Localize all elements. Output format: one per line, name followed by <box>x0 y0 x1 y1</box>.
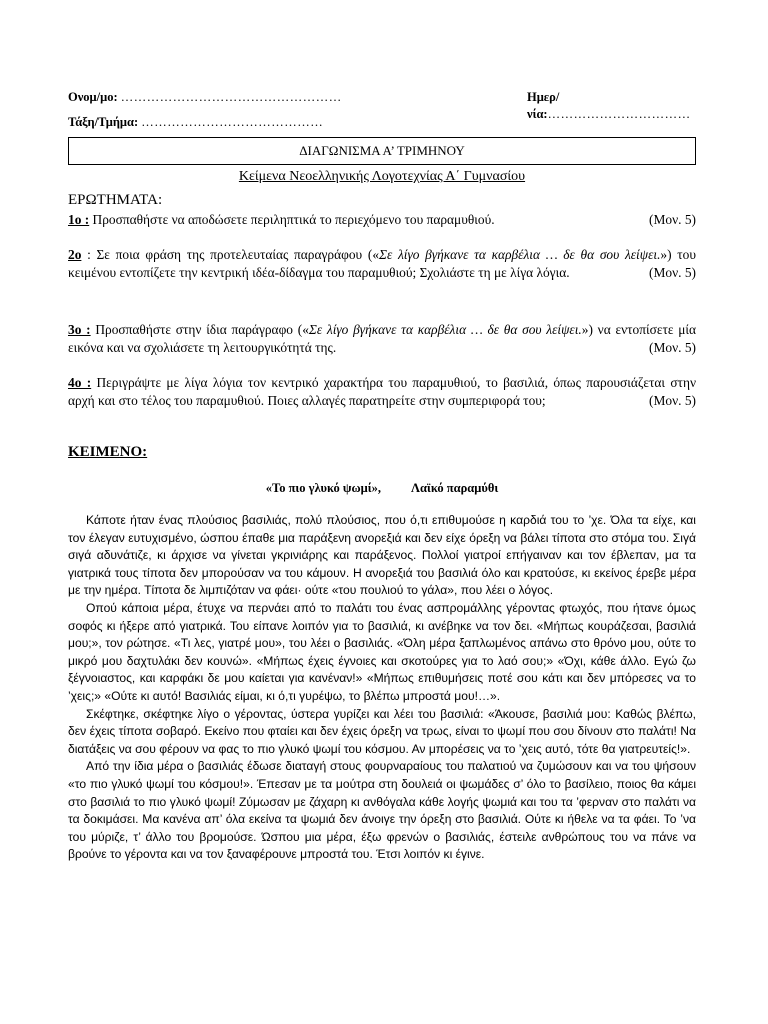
question-points: (Μον. 5) <box>649 340 696 355</box>
text-heading: ΚΕΙΜΕΝΟ: <box>68 444 148 460</box>
question-text: Προσπαθήστε να αποδώσετε περιληπτικά το περιεχόμενο του παραμυθιού. <box>89 212 495 227</box>
question-text: Προσπαθήστε στην ίδια παράγραφο (« <box>90 322 309 337</box>
story-title: «Το πιο γλυκό ψωμί», <box>265 481 382 495</box>
class-label: Τάξη/Τμήμα: <box>68 115 139 129</box>
question-number: 4ο : <box>68 375 92 390</box>
date-label: Ημερ/νία: <box>527 90 560 121</box>
question-2 <box>68 246 696 282</box>
class-field[interactable]: …………………………………… <box>141 115 324 129</box>
question-3 <box>68 321 696 357</box>
question-number: 3ο : <box>68 322 91 337</box>
story-paragraph: Σκέφτηκε, σκέφτηκε λίγο ο γέροντας, ύστερα γυρίζει και λέει του βασιλιά: «Άκουσε, βασιλιά μου: Καθώς βλέπω, δεν έχεις τίποτα σοβαρό. Εκείνο που φταίει και δεν έχεις όρεξη να τρως, είναι το ψωμί που σου δίνουν στο παλάτι! Να διατάξεις να σου φέρουν να φας το πιο γλυκό ψωμί του κόσμου. Αν μπορέσεις να το ’χεις αυτό, τότε θα γιατρευτείς!». <box>68 706 696 756</box>
question-points: (Μον. 5) <box>649 265 696 280</box>
questions-heading: ΕΡΩΤΗΜΑΤΑ: <box>68 192 163 208</box>
question-1 <box>68 211 696 229</box>
question-text: : Σε ποια φράση της προτελευταίας παραγράφου (« <box>81 247 380 262</box>
name-label: Ονομ/μο: <box>68 90 118 104</box>
question-quote: Σε λίγο βγήκανε τα καρβέλια … δε θα σου λείψει. <box>379 247 661 262</box>
question-text-end: ») του κειμένου εντοπίζετε την κεντρική ιδέα-δίδαγμα του παραμυθιού; Σχολιάστε τη με λίγα λόγια. <box>68 247 696 280</box>
question-points: (Μον. 5) <box>649 393 696 408</box>
question-text-end: ») να εντοπίσετε μία εικόνα και να σχολιάσετε τη λειτουργικότητά της. <box>68 322 696 355</box>
exam-title: ΔΙΑΓΩΝΙΣΜΑ Α’ ΤΡΙΜΗΝΟΥ <box>68 137 696 165</box>
story-paragraph: Οπού κάποια μέρα, έτυχε να περνάει από το παλάτι του ένας ασπρομάλλης γέροντας φτωχός, που ήτανε όμως σοφός κι ήξερε από γιατρικά. Του είπανε λοιπόν για το βασιλιά, κι ανέβηκε να τον δει. «Μήπως κουράζεσαι, βασιλιά μου;», τον ρώτησε. «Τι λες, γιατρέ μου», του λέει ο βασιλιάς. «Όλη μέρα ξαπλωμένος απάνω στο θρόνο μου, ούτε το μικρό μου δαχτυλάκι δεν κουνώ». «Μήπως έχεις έγνοιες και σκοτούρες για το λαό σου;» «Όχι, κάθε άλλο. Εγώ ζω ξέγνοιαστος, και καρφάκι δε μου καίεται για κανέναν!» «Μήπως επιθυμήσεις ποτέ σου κάτι και δεν μπόρεσες να το ’χεις;» «Ούτε κι αυτό! Βασιλιάς είμαι, κι ό,τι γυρέψω, το βλέπω μπροστά μου!…». <box>68 600 696 703</box>
question-4 <box>68 374 696 410</box>
name-field[interactable]: …………………………………………… <box>120 90 342 104</box>
class-row <box>68 114 323 131</box>
name-row <box>68 89 696 121</box>
story-paragraph: Κάποτε ήταν ένας πλούσιος βασιλιάς, πολύ πλούσιος, που ό,τι επιθυμούσε η καρδιά του το ’χε. Όλα τα είχε, και τον έλεγαν ευτυχισμένο, ώσπου έπαθε μια παράξενη ανορεξιά και δεν είχε όρεξη να βάλει τίποτα στο στόμα του. Σιγά σιγά αδυνάτιζε, κι άρχισε να γίνεται γκρινιάρης και παράξενος. Πολλοί γιατροί επήγαιναν και τον έβλεπαν, μα τα γιατρικά τους τίποτα δεν μπορούσαν να του κάμουν. Η ανορεξιά του βασιλιά όλο και κρατούσε, κι εκείνος έρεβε μέρα με την ημέρα. Τίποτα δε λιμπιζόταν να φάει· ούτε «του πουλιού το γάλα», που λέει ο λόγος. <box>68 513 696 598</box>
question-points: (Μον. 5) <box>649 212 696 227</box>
story-title-line <box>68 480 696 497</box>
date-block <box>527 89 696 123</box>
question-text: Περιγράψτε με λίγα λόγια τον κεντρικό χαρακτήρα του παραμυθιού, το βασιλιά, όπως παρουσιάζεται στην αρχή και στο τέλος του παραμυθιού. Ποιες αλλαγές παρατηρείτε στην συμπεριφορά του; <box>68 375 697 408</box>
question-quote: Σε λίγο βγήκανε τα καρβέλια … δε θα σου λείψει. <box>308 322 582 337</box>
story-genre: Λαϊκό παραμύθι <box>411 481 499 495</box>
date-field[interactable]: …………………………… <box>547 107 691 121</box>
question-number: 2ο <box>68 247 82 262</box>
exam-subtitle: Κείμενα Νεοελληνικής Λογοτεχνίας Α΄ Γυμνασίου <box>238 169 526 184</box>
question-number: 1ο : <box>68 212 90 227</box>
story-paragraph: Από την ίδια μέρα ο βασιλιάς έδωσε διαταγή στους φουρναραίους του παλατιού να ζυμώσουν και να του ψήσουν «το πιο γλυκό ψωμί του κόσμου!». Έπεσαν με τα μούτρα στη δουλειά οι ψωμάδες σ’ όλο το βασίλειο, ποιος θα κάμει στο βασιλιά το πιο γλυκό ψωμί! Ζύμωσαν με ζάχαρη κι ανθόγαλα κάθε λογής ψωμιά και του τα ’φερναν στο παλάτι να τα δοκιμάσει. Μα κανένα απ’ όλα εκείνα τα ψωμιά δεν άνοιγε την όρεξη στο βασιλιά. Ούτε κι ήθελε να τα φάει. Το ’να του μύριζε, τ’ άλλο του βρομούσε. Ώσπου μια μέρα, έξω φρενών ο βασιλιάς, έστειλε ανθρώπους του να πάνε να βρούνε το γέροντα και να τον ξαναφέρουνε μπροστά του. Έτσι λοιπόν κι έγινε. <box>68 759 696 862</box>
exam-page <box>68 0 696 1024</box>
story-text <box>68 512 696 864</box>
